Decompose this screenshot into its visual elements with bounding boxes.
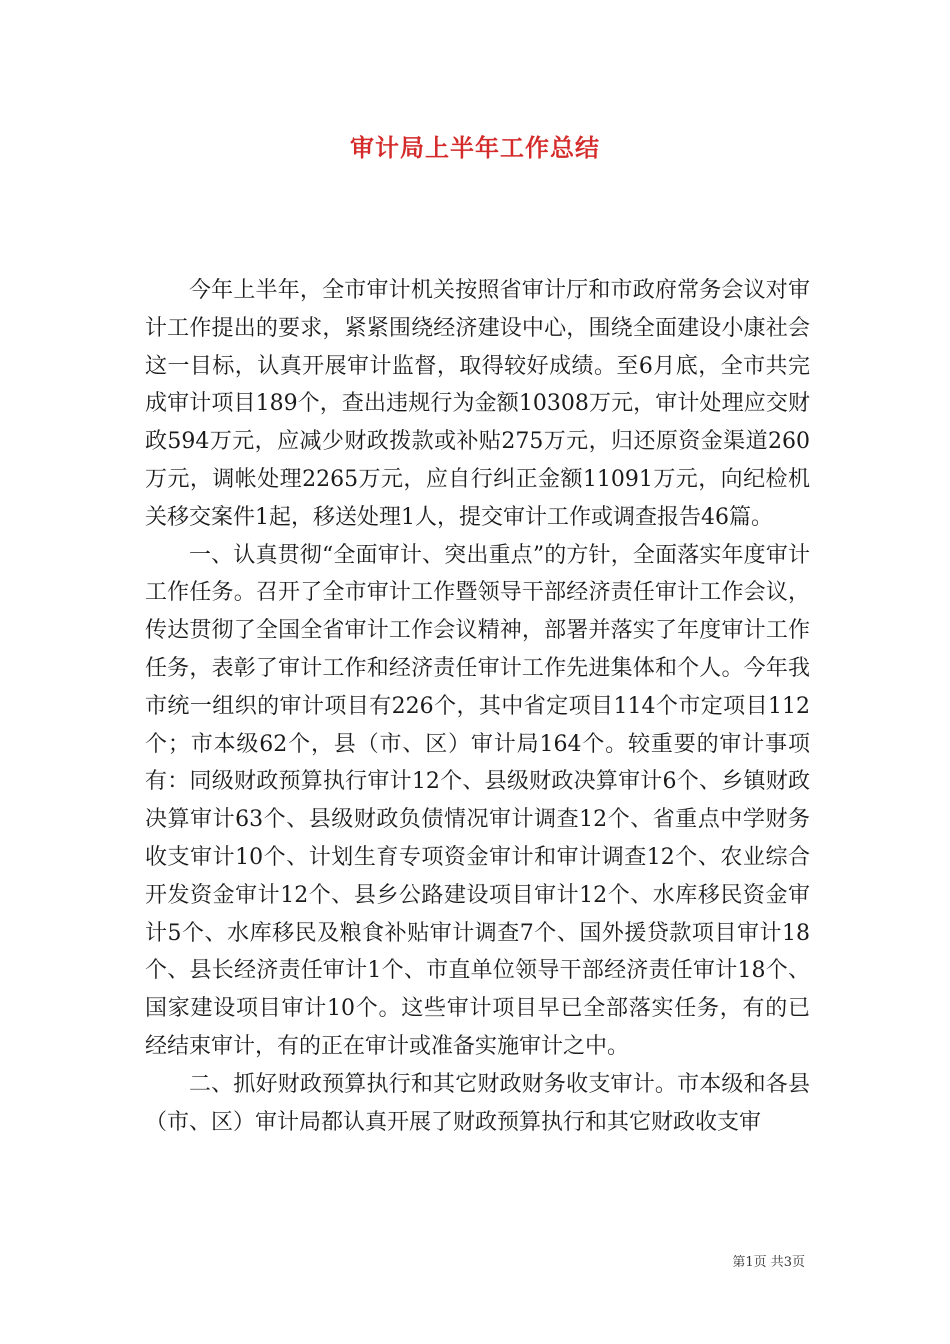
document-title: 审计局上半年工作总结	[350, 134, 600, 162]
document-body	[145, 272, 810, 1141]
page-number-footer: 第1页 共3页	[732, 1255, 805, 1270]
paragraph-section-one: 一、认真贯彻“全面审计、突出重点”的方针，全面落实年度审计工作任务。召开了全市审计工作暨领导干部经济责任审计工作会议，传达贯彻了全国全省审计工作会议精神，部署并落实了年度审计工作任务，表彰了审计工作和经济责任审计工作先进集体和个人。今年我市统一组织的审计项目有226个，其中省定项目114个市定项目112个；市本级62个，县（市、区）审计局164个。较重要的审计事项有：同级财政预算执行审计12个、县级财政决算审计6个、乡镇财政决算审计63个、县级财政负债情况审计调查12个、省重点中学财务收支审计10个、计划生育专项资金审计和审计调查12个、农业综合开发资金审计12个、县乡公路建设项目审计12个、水库移民资金审计5个、水库移民及粮食补贴审计调查7个、国外援贷款项目审计18个、县长经济责任审计1个、市直单位领导干部经济责任审计18个、国家建设项目审计10个。这些审计项目早已全部落实任务，有的已经结束审计，有的正在审计或准备实施审计之中。	[145, 542, 810, 1059]
paragraph-section-two: 二、抓好财政预算执行和其它财政财务收支审计。市本级和各县（市、区）审计局都认真开展了财政预算执行和其它财政收支审	[145, 1071, 810, 1135]
paragraph-intro: 今年上半年，全市审计机关按照省审计厅和市政府常务会议对审计工作提出的要求，紧紧围绕经济建设中心，围绕全面建设小康社会这一目标，认真开展审计监督，取得较好成绩。至6月底，全市共完成审计项目189个，查出违规行为金额10308万元，审计处理应交财政594万元，应减少财政拨款或补贴275万元，归还原资金渠道260万元，调帐处理2265万元，应自行纠正金额11091万元，向纪检机关移交案件1起，移送处理1人，提交审计工作或调查报告46篇。	[145, 278, 810, 530]
